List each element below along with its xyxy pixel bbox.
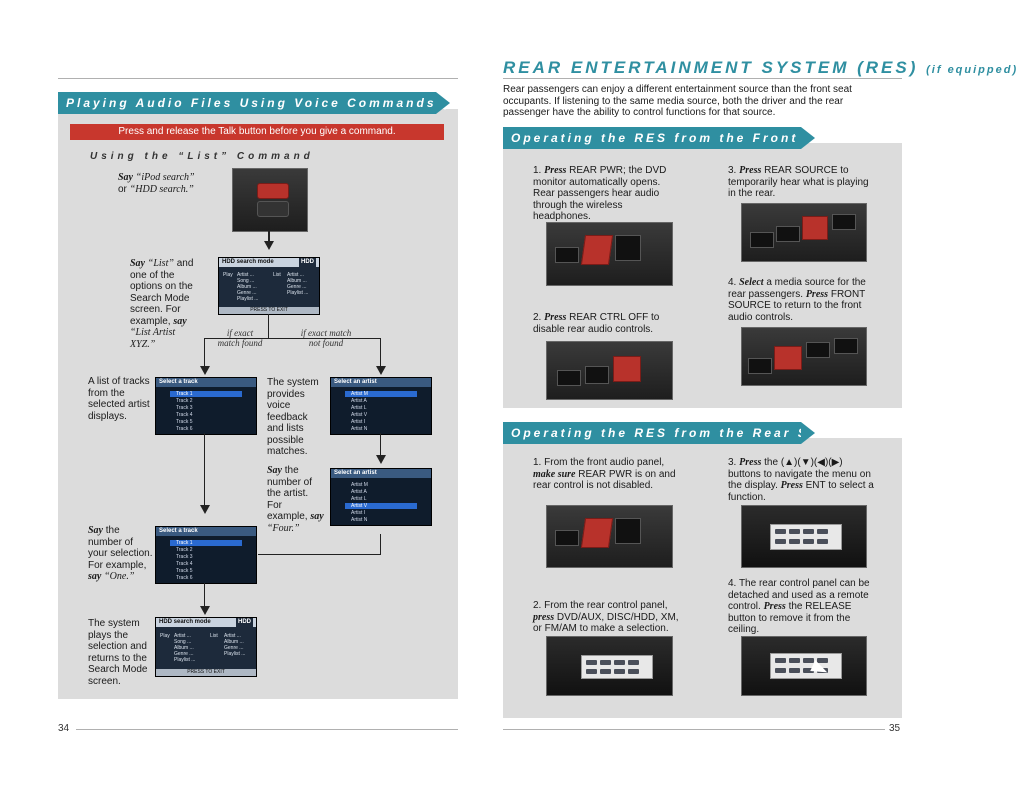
step-say-selection: Say the number of your selection. For example, say “One.”	[88, 525, 153, 582]
artist-row: Artist V	[351, 412, 368, 418]
rear-pwr-button	[748, 358, 772, 374]
dvd-button	[555, 247, 579, 263]
hdd-screen-body	[219, 258, 319, 314]
front-source-button	[776, 226, 800, 242]
top-rule-right	[503, 78, 902, 79]
branch-stem	[268, 314, 269, 338]
rear-pwr-button	[750, 232, 774, 248]
rear-control-photo-1	[546, 636, 673, 696]
step-voice-feedback: The system provides voice feedback and lists possible matches.	[267, 377, 319, 457]
top-rule-left	[58, 78, 458, 79]
branch-left-head	[200, 366, 210, 375]
hdd-list-items: Artist ... Album ... Genre ... Playlist ...	[287, 272, 309, 296]
step-say-artist-number: Say the number of the artist. For example, say “Four.”	[267, 465, 324, 534]
hdd-exit-bar: PRESS TO EXIT	[219, 307, 319, 314]
step-tracks-list: A list of tracks from the selected artist displays.	[88, 376, 150, 422]
section-title: Playing Audio Files Using Voice Commands (continued)	[66, 96, 542, 110]
hdd-screen-title: HDD search mode HDD	[219, 258, 319, 267]
res-title-suffix: (if equipped)	[926, 64, 1018, 76]
back-button	[257, 201, 289, 217]
flow-arrow	[204, 583, 205, 607]
front-seat-banner	[503, 127, 843, 149]
section-title-banner	[58, 92, 542, 114]
hdd-screen-body	[156, 618, 256, 676]
rear-step-1: 1. From the front audio panel, make sure REAR PWR is on and rear control is not disabled.	[533, 457, 676, 491]
branch-left	[204, 338, 205, 366]
hdd-list-items: Artist ... Album ... Genre ... Playlist ...	[224, 633, 246, 657]
rear-ctrl-button	[834, 338, 858, 354]
dvd-button	[555, 530, 579, 546]
res-intro: Rear passengers can enjoy a different entertainment source than the front seat occupants. If listening to the same media source, both the driver and the rear passenger have the ability to control functions for that source.	[503, 84, 852, 118]
track-row: Track 4	[176, 412, 193, 418]
front-panel-photo-3	[741, 203, 867, 262]
artist-row: Artist A	[351, 398, 367, 404]
artist-row: Artist L	[351, 405, 367, 411]
rear-step-2: 2. From the rear control panel, press DVD/AUX, DISC/HDD, XM, or FM/AM to make a selection.	[533, 600, 679, 634]
front-source-button	[615, 518, 641, 544]
branch-right	[380, 338, 381, 366]
artist-screen-title: Select an artist	[331, 469, 431, 478]
track-screen-1	[155, 377, 257, 435]
return-line	[258, 554, 381, 555]
hdd-search-screen-2	[155, 617, 257, 677]
front-panel-photo-4	[741, 327, 867, 386]
artist-screen-title: Select an artist	[331, 378, 431, 387]
track-row: Track 2	[176, 547, 193, 553]
talk-button	[257, 183, 289, 199]
flow-arrowhead	[200, 606, 210, 615]
flow-arrow	[380, 534, 381, 554]
flow-arrow	[204, 433, 205, 505]
artist-row: Artist A	[351, 489, 367, 495]
note-exact-found: if exact match found	[217, 328, 263, 348]
rear-source-button	[806, 342, 830, 358]
hdd-search-screen-1	[218, 257, 320, 315]
artist-row: Artist M	[345, 391, 417, 397]
artist-row: Artist V	[345, 503, 417, 509]
hdd-badge: HDD	[238, 619, 251, 625]
note-not-found: if exact match not found	[300, 328, 352, 348]
flow-arrowhead	[264, 241, 274, 250]
rear-control-keypad	[770, 653, 842, 679]
track-screen-title: Select a track	[156, 378, 256, 387]
hdd-play-items: Artist ... Song ... Album ... Genre ... Playlist ...	[237, 272, 259, 302]
rear-control-keypad	[770, 524, 842, 550]
talk-button-photo	[232, 168, 308, 232]
flow-arrowhead	[376, 455, 386, 464]
branch-right-head	[376, 366, 386, 375]
hdd-play-items: Artist ... Song ... Album ... Genre ... Playlist ...	[174, 633, 196, 663]
hdd-badge: HDD	[301, 259, 314, 265]
rear-control-photo-2	[741, 505, 867, 568]
rear-pwr-button	[581, 235, 613, 265]
bottom-rule-left	[76, 729, 458, 730]
front-source-button	[774, 346, 802, 370]
rear-step-3: 3. Press the (▲)(▼)(◀)(▶) buttons to navigate the menu on the display. Press ENT to select a function.	[728, 457, 874, 503]
front-step-2: 2. Press REAR CTRL OFF to disable rear audio controls.	[533, 312, 660, 335]
page-number-right: 35	[889, 723, 901, 734]
rear-ctrl-button	[613, 356, 641, 382]
rear-source-button	[585, 366, 609, 384]
hdd-list-label: List	[273, 272, 281, 278]
hdd-list-label: List	[210, 633, 218, 639]
artist-row: Artist N	[351, 517, 368, 523]
flow-arrowhead	[200, 505, 210, 514]
track-row: Track 5	[176, 568, 193, 574]
rear-seat-heading: Operating the RES from the Rear Seat	[511, 426, 836, 440]
front-source-button	[557, 370, 581, 386]
instruction-bar: Press and release the Talk button before you give a command.	[70, 124, 444, 140]
front-step-1: 1. Press REAR PWR; the DVD monitor automatically opens. Rear passengers hear audio through the wireless headphones.	[533, 165, 667, 222]
rear-seat-banner	[503, 422, 836, 444]
track-row: Track 3	[176, 405, 193, 411]
artist-screen-1	[330, 377, 432, 435]
bottom-rule-right	[503, 729, 885, 730]
track-row: Track 2	[176, 398, 193, 404]
hdd-exit-bar: PRESS TO EXIT	[156, 669, 256, 676]
track-row: Track 6	[176, 426, 193, 432]
front-step-3: 3. Press REAR SOURCE to temporarily hear what is playing in the rear.	[728, 165, 869, 199]
artist-row: Artist I	[351, 510, 366, 516]
front-seat-heading: Operating the RES from the Front Seat	[511, 131, 843, 145]
page-number-left: 34	[58, 723, 70, 734]
list-command-subheading: Using the “List” Command	[90, 151, 314, 162]
step-list-command: Say “List” and one of the options on the Search Mode screen. For example, say “List Artist XYZ.”	[130, 258, 194, 350]
rear-pwr-button	[581, 518, 613, 548]
front-source-button	[615, 235, 641, 261]
front-panel-photo-1	[546, 222, 673, 286]
rear-control-keypad	[581, 655, 653, 679]
track-row: Track 4	[176, 561, 193, 567]
hdd-screen-title: HDD search mode HDD	[156, 618, 256, 627]
rear-ctrl-button	[832, 214, 856, 230]
step-system-plays: The system plays the selection and returns to the Search Mode screen.	[88, 618, 148, 687]
track-screen-2	[155, 526, 257, 584]
artist-row: Artist L	[351, 496, 367, 502]
front-panel-photo-2	[546, 341, 673, 400]
artist-row: Artist I	[351, 419, 366, 425]
hdd-play-label: Play	[160, 633, 170, 639]
track-row: Track 5	[176, 419, 193, 425]
hdd-play-label: Play	[223, 272, 233, 278]
rear-source-button	[802, 216, 828, 240]
res-title: REAR ENTERTAINMENT SYSTEM (RES) (if equipped)	[503, 58, 1018, 77]
rear-panel-photo-1	[546, 505, 673, 568]
step-ipod-search: Say “iPod search” or “HDD search.”	[118, 172, 195, 195]
artist-row: Artist N	[351, 426, 368, 432]
rear-step-4: 4. The rear control panel can be detached and used as a remote control. Press the RELEASE button to remove it from the ceiling.	[728, 578, 870, 635]
track-row: Track 1	[170, 540, 242, 546]
artist-screen-2	[330, 468, 432, 526]
track-screen-title: Select a track	[156, 527, 256, 536]
front-step-4: 4. Select a media source for the rear passengers. Press FRONT SOURCE to return to the front audio controls.	[728, 277, 866, 323]
flow-arrow	[380, 433, 381, 455]
track-row: Track 1	[170, 391, 242, 397]
track-row: Track 3	[176, 554, 193, 560]
rear-control-photo-3	[741, 636, 867, 696]
artist-row: Artist M	[351, 482, 368, 488]
track-row: Track 6	[176, 575, 193, 581]
